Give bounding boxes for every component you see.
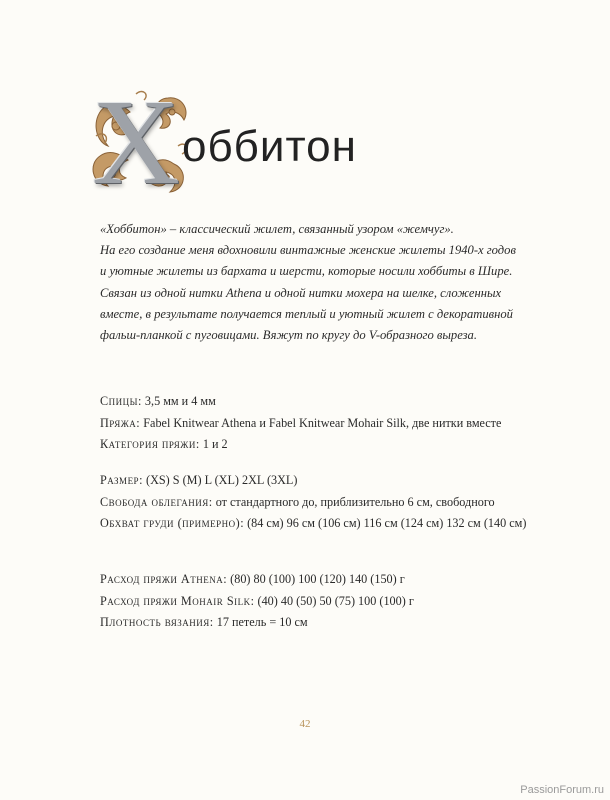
yarn-row bbox=[100, 413, 540, 435]
sizing-section bbox=[100, 470, 540, 535]
ease-label: Свобода облегания: bbox=[100, 494, 213, 509]
watermark: PassionForum.ru bbox=[520, 784, 604, 796]
intro-line: Связан из одной нитки Athena и одной нитки мохера на шелке, сложенных bbox=[100, 285, 502, 300]
page-number: 42 bbox=[299, 718, 311, 730]
needles-row bbox=[100, 391, 540, 413]
page-title: оббитон bbox=[182, 122, 357, 171]
gauge-label: Плотность вязания: bbox=[100, 615, 214, 629]
materials-section bbox=[100, 391, 540, 456]
yarn-label: Пряжа: bbox=[100, 415, 141, 430]
yarn-value: Fabel Knitwear Athena и Fabel Knitwear Mohair Silk, две нитки вместе bbox=[143, 415, 502, 430]
intro-line: На его создание меня вдохновили винтажные женские жилеты 1940-х годов bbox=[100, 243, 516, 258]
chest-row bbox=[100, 513, 540, 535]
ease-value: от стандартного до, приблизительно 6 см, свободного bbox=[215, 494, 495, 509]
intro-paragraph bbox=[100, 219, 520, 346]
yarn-category-value: 1 и 2 bbox=[202, 437, 228, 451]
size-label: Размер: bbox=[100, 473, 143, 487]
consumption-section bbox=[100, 569, 540, 634]
yarn-mohair-label: Расход пряжи Mohair Silk: bbox=[100, 593, 255, 608]
needles-value: 3,5 мм и 4 мм bbox=[144, 394, 216, 408]
yarn-athena-value: (80) 80 (100) 100 (120) 140 (150) г bbox=[230, 572, 405, 586]
gauge-value: 17 петель = 10 см bbox=[216, 615, 308, 629]
yarn-athena-row bbox=[100, 569, 540, 591]
yarn-athena-label: Расход пряжи Athena: bbox=[100, 572, 228, 586]
gauge-row bbox=[100, 612, 540, 634]
chest-label: Обхват груди (примерно): bbox=[100, 516, 245, 530]
yarn-category-label: Категория пряжи: bbox=[100, 437, 200, 451]
yarn-mohair-value: (40) 40 (50) 50 (75) 100 (100) г bbox=[257, 593, 414, 608]
chest-value: (84 см) 96 см (106 см) 116 см (124 см) 132 см (140 см) bbox=[247, 516, 527, 530]
intro-line: «Хоббитон» – классический жилет, связанный узором «жемчуг». bbox=[100, 222, 454, 236]
size-row bbox=[100, 470, 540, 492]
yarn-category-row bbox=[100, 434, 540, 456]
size-value: (XS) S (M) L (XL) 2XL (3XL) bbox=[146, 473, 298, 487]
intro-line: фальш-планкой с пуговицами. Вяжут по кругу до V-образного выреза. bbox=[100, 328, 477, 343]
ease-row bbox=[100, 492, 500, 514]
intro-line: вместе, в результате получается теплый и уютный жилет с декоративной bbox=[100, 306, 513, 321]
yarn-mohair-row bbox=[100, 591, 540, 613]
title-drop-cap: Х bbox=[92, 75, 181, 210]
title-block bbox=[86, 75, 506, 210]
intro-line: и уютные жилеты из бархата и шерсти, которые носили хоббиты в Шире. bbox=[100, 264, 513, 279]
needles-label: Спицы: bbox=[100, 394, 142, 408]
